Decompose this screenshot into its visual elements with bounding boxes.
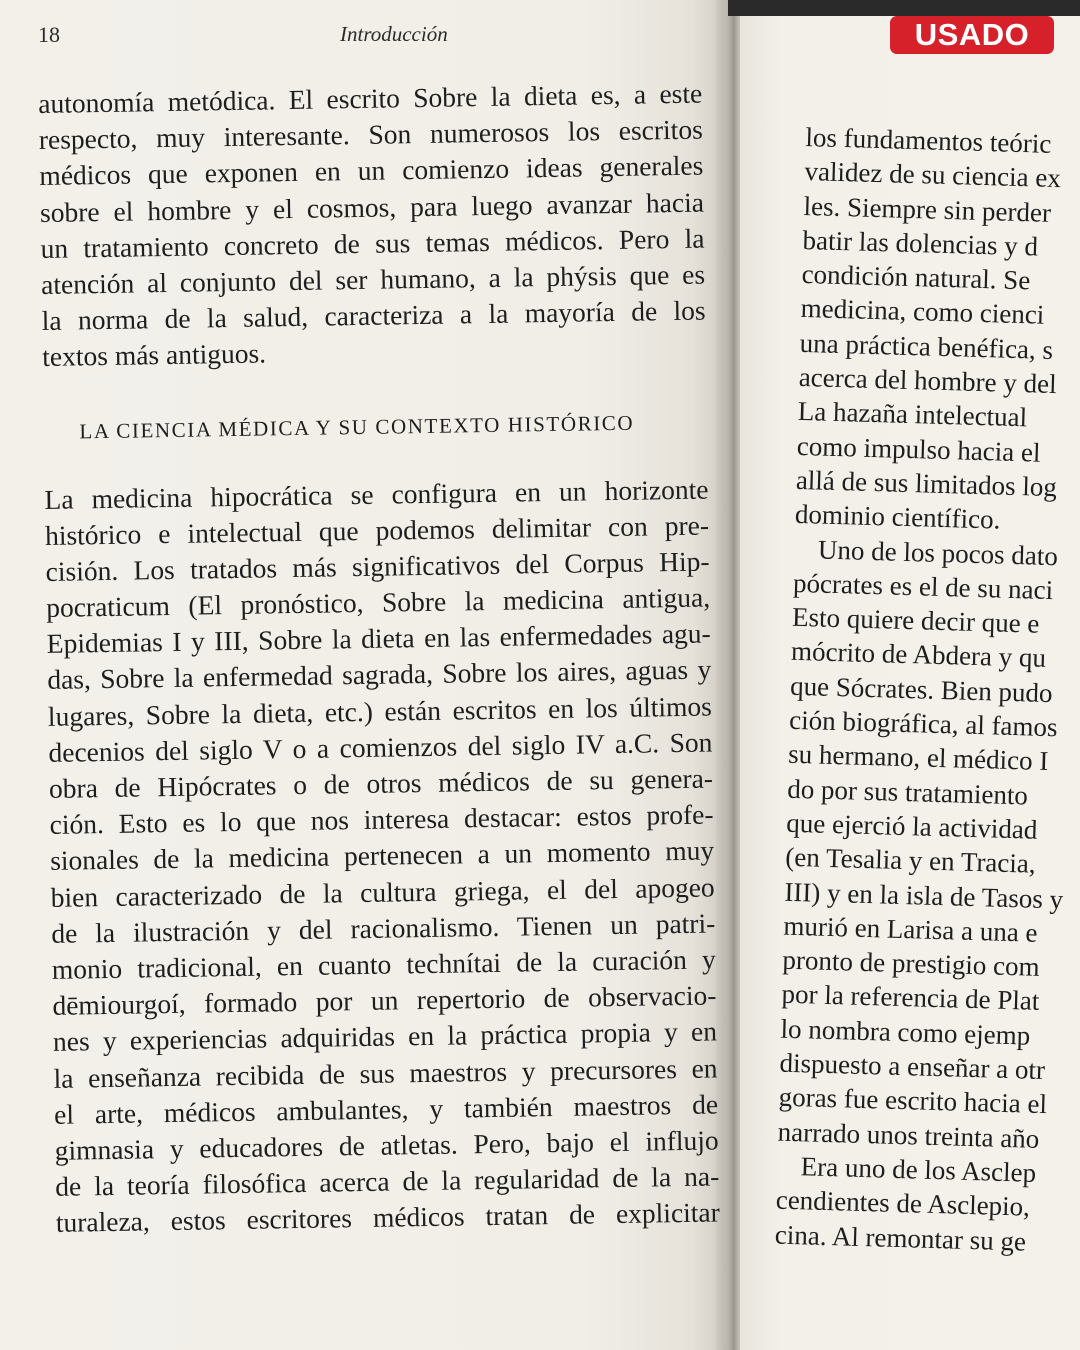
text-line: turaleza, estos escritores médicos tratan de explicitar	[55, 1196, 721, 1239]
text-line: goras fue escrito hacia el	[778, 1081, 1048, 1120]
text-line: medicina, como cienci	[800, 293, 1045, 331]
paragraph-1	[38, 76, 706, 376]
text-line: decenios del siglo V o a comienzos del siglo IV a.C. Son	[48, 726, 713, 768]
text-line: la norma de la salud, caracteriza a la mayoría de los	[41, 294, 706, 337]
text-line: un tratamiento concreto de sus temas médicos. Pero la	[40, 222, 705, 264]
right-page-clip	[740, 16, 1080, 1350]
text-line: cisión. Los tratados más significativos del Corpus Hip-	[45, 545, 710, 587]
text-line: cendientes de Asclepio,	[775, 1184, 1031, 1222]
text-line: textos más antiguos.	[42, 337, 267, 373]
text-line: por la referencia de Plat	[781, 979, 1040, 1017]
text-line: su hermano, el médico I	[787, 739, 1049, 777]
text-line: do por sus tratamiento	[786, 773, 1029, 811]
text-line: obra de Hipócrates o de otros médicos de su genera-	[48, 762, 714, 804]
text-line: de la teoría filosófica acerca de la regularidad de la na-	[55, 1160, 720, 1202]
text-line: pócrates es el de su naci	[792, 567, 1054, 605]
text-line: III) y en la isla de Tasos y	[784, 876, 1064, 915]
text-line: Esto quiere decir que e	[791, 601, 1040, 639]
text-line: de la ilustración y del racionalismo. Tienen un patri-	[51, 907, 716, 949]
text-line: mócrito de Abdera y qu	[790, 636, 1047, 674]
background-edge	[728, 0, 1080, 16]
text-line: los fundamentos teóric	[805, 121, 1052, 159]
text-line: respecto, muy interesante. Son numerosos los escritos	[38, 113, 704, 156]
text-line: allá de sus limitados log	[795, 464, 1058, 503]
paragraph-2	[44, 471, 720, 1241]
text-line: dēmiourgoí, formado por un repertorio de observacio-	[52, 979, 717, 1022]
page-header	[38, 22, 718, 52]
text-line: La hazaña intelectual	[797, 396, 1028, 433]
text-line: pronto de prestigio com	[782, 944, 1041, 982]
text-line: que Sócrates. Bien pudo	[789, 670, 1053, 708]
text-line: bien caracterizado de la cultura griega, el del apogeo	[50, 871, 715, 913]
used-badge: USADO	[890, 16, 1054, 54]
page-number: 18	[38, 22, 60, 47]
text-line: nes y experiencias adquiridas en la práctica propia y en	[52, 1015, 718, 1058]
left-page-text	[38, 76, 720, 1242]
text-line: sobre el hombre y el cosmos, para luego avanzar hacia	[39, 186, 705, 228]
text-line: médicos que exponen en un comienzo ideas generales	[39, 149, 704, 192]
text-line: como impulso hacia el	[796, 430, 1041, 468]
text-line: batir las dolencias y d	[802, 224, 1039, 262]
text-line: condición natural. Se	[801, 259, 1031, 296]
right-page-text	[774, 120, 1080, 1260]
text-line: histórico e intelectual que podemos delimitar con pre-	[44, 509, 710, 551]
text-line: sionales de la medicina pertenecen a un momento muy	[49, 834, 715, 877]
text-line: acerca del hombre y del	[798, 361, 1057, 400]
text-line: murió en Larisa a una e	[783, 910, 1038, 948]
text-line: (en Tesalia y en Tracia,	[784, 841, 1037, 879]
text-line: pocraticum (El pronóstico, Sobre la medicina antigua,	[45, 581, 711, 623]
text-line: lo nombra como ejemp	[780, 1013, 1031, 1051]
text-line: Epidemias I y III, Sobre la dieta en las enfermedades agu-	[46, 617, 711, 660]
text-line: cina. Al remontar su ge	[774, 1219, 1027, 1257]
text-line: el arte, médicos ambulantes, y también maestros de	[53, 1088, 719, 1130]
running-head: Introducción	[340, 22, 448, 46]
text-line: validez de su ciencia ex	[804, 156, 1062, 194]
text-line: Era uno de los Asclep	[800, 1151, 1037, 1188]
text-line: ción biográfica, al famos	[788, 704, 1058, 743]
text-line: una práctica benéfica, s	[799, 327, 1054, 365]
text-line: La medicina hipocrática se configura en un horizonte	[44, 473, 709, 515]
text-line: gimnasia y educadores de atletas. Pero, bajo el influjo	[54, 1124, 719, 1166]
text-line: atención al conjunto del ser humano, a la phýsis que es	[40, 258, 706, 300]
text-line: dominio científico.	[794, 499, 1001, 535]
section-heading: LA CIENCIA MÉDICA Y SU CONTEXTO HISTÓRICO	[79, 410, 635, 443]
text-line: narrado unos treinta año	[777, 1116, 1040, 1154]
text-line: das, Sobre la enfermedad sagrada, Sobre los aires, aguas y	[47, 653, 712, 696]
text-line: autonomía metódica. El escrito Sobre la dieta es, a este	[38, 77, 703, 119]
text-line: que ejerció la actividad	[785, 807, 1038, 845]
text-line: la enseñanza recibida de sus maestros y precursores en	[53, 1051, 718, 1094]
text-line: dispuesto a enseñar a otr	[779, 1047, 1046, 1086]
text-line: monio tradicional, en cuanto technítai de la curación y	[51, 943, 717, 985]
text-line: ción. Esto es lo que nos interesa destacar: estos profe-	[49, 798, 714, 841]
text-line: les. Siempre sin perder	[803, 190, 1052, 228]
text-line: Uno de los pocos dato	[817, 534, 1059, 571]
text-line: lugares, Sobre la dieta, etc.) están escritos en los últimos	[47, 690, 713, 732]
